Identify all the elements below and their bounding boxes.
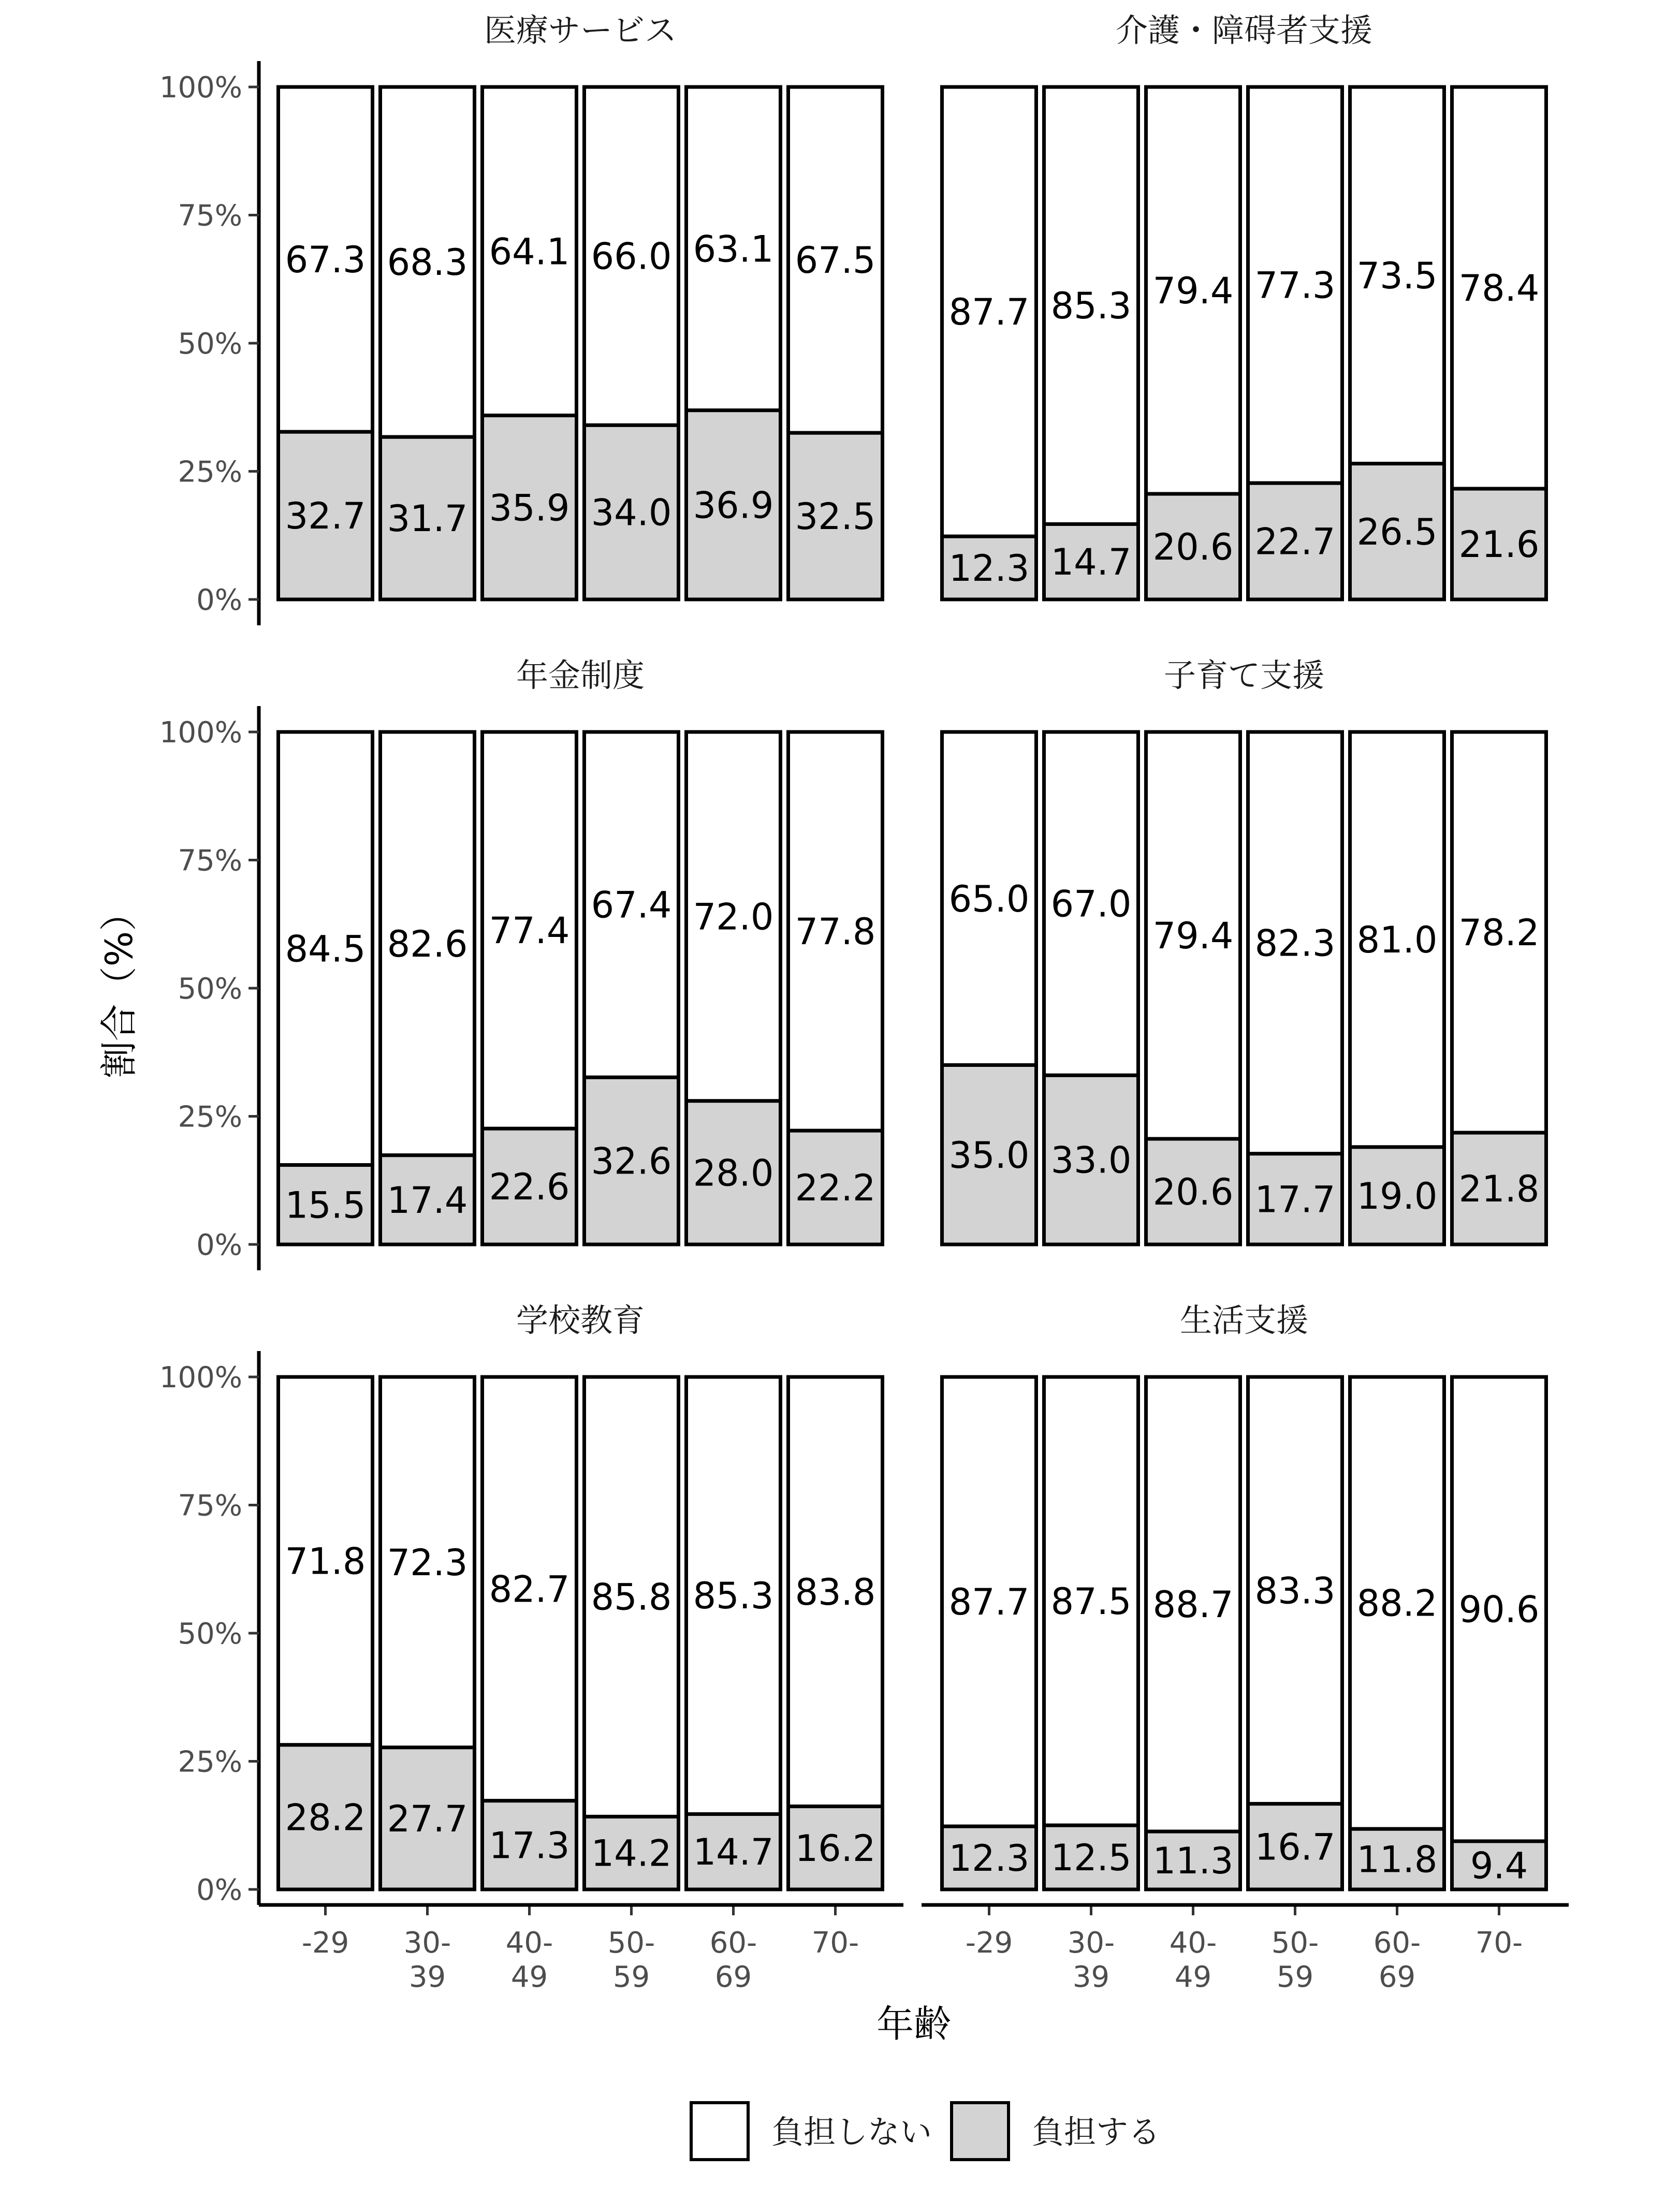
y-tick-label: 50% <box>178 327 242 361</box>
y-tick-label: 25% <box>178 455 242 489</box>
data-label: 36.9 <box>693 484 774 527</box>
x-tick-label: 39 <box>1072 1960 1110 1994</box>
data-label: 87.7 <box>948 1581 1030 1624</box>
facet-title: 年金制度 <box>516 656 645 694</box>
legend <box>691 2103 1160 2160</box>
x-tick-label: 69 <box>1378 1960 1416 1994</box>
data-label: 17.3 <box>489 1824 570 1867</box>
data-label: 84.5 <box>285 928 366 971</box>
data-label: 72.0 <box>693 896 774 938</box>
data-label: 67.5 <box>795 239 876 282</box>
data-label: 88.2 <box>1356 1582 1438 1625</box>
data-label: 78.2 <box>1458 912 1540 955</box>
x-tick-label: 60- <box>1373 1926 1421 1960</box>
y-tick-label: 25% <box>178 1100 242 1134</box>
x-tick-label: 49 <box>510 1960 548 1994</box>
data-label: 19.0 <box>1356 1175 1438 1218</box>
y-tick-label: 75% <box>178 844 242 878</box>
data-label: 14.2 <box>591 1832 672 1875</box>
x-tick-label: 30- <box>403 1926 451 1960</box>
x-tick-label: -29 <box>965 1926 1013 1960</box>
data-label: 33.0 <box>1050 1139 1132 1182</box>
x-tick-label: 70- <box>811 1926 859 1960</box>
data-label: 15.5 <box>285 1184 366 1227</box>
y-tick-label: 100% <box>159 716 242 750</box>
facet-panel <box>942 11 1546 599</box>
data-label: 77.4 <box>489 910 570 952</box>
data-label: 16.2 <box>795 1827 876 1870</box>
data-label: 77.3 <box>1254 264 1336 307</box>
data-label: 32.6 <box>591 1140 672 1183</box>
y-tick-label: 100% <box>159 1361 242 1395</box>
y-tick-label: 0% <box>196 1873 242 1907</box>
data-label: 67.3 <box>285 239 366 282</box>
y-tick-label: 50% <box>178 1617 242 1651</box>
data-label: 81.0 <box>1356 918 1438 961</box>
data-label: 21.8 <box>1458 1168 1540 1211</box>
data-label: 87.5 <box>1050 1580 1132 1623</box>
data-label: 20.6 <box>1152 526 1234 569</box>
facet-title: 学校教育 <box>516 1301 645 1339</box>
data-label: 88.7 <box>1152 1583 1234 1626</box>
data-label: 28.2 <box>285 1796 366 1839</box>
facet-title: 子育て支援 <box>1163 656 1325 694</box>
data-label: 71.8 <box>285 1540 366 1583</box>
data-label: 28.0 <box>693 1152 774 1195</box>
data-label: 17.7 <box>1254 1178 1336 1221</box>
facet-panel <box>922 1301 1569 1994</box>
x-tick-label: 59 <box>612 1960 650 1994</box>
facet-panel <box>159 656 883 1270</box>
data-label: 20.6 <box>1152 1171 1234 1214</box>
x-tick-label: 40- <box>505 1926 553 1960</box>
data-label: 14.7 <box>1050 541 1132 584</box>
data-label: 11.3 <box>1152 1840 1234 1883</box>
data-label: 64.1 <box>489 230 570 273</box>
data-label: 16.7 <box>1254 1826 1336 1869</box>
y-tick-label: 100% <box>159 71 242 105</box>
data-label: 63.1 <box>693 228 774 271</box>
data-label: 34.0 <box>591 491 672 534</box>
data-label: 82.6 <box>387 922 468 965</box>
y-tick-label: 75% <box>178 1489 242 1523</box>
data-label: 14.7 <box>693 1831 774 1874</box>
data-label: 78.4 <box>1458 267 1540 310</box>
data-label: 26.5 <box>1356 510 1438 553</box>
y-tick-label: 0% <box>196 1228 242 1262</box>
facet-title: 医療サービス <box>484 11 677 49</box>
data-label: 73.5 <box>1356 254 1438 297</box>
data-label: 82.3 <box>1254 922 1336 965</box>
data-label: 83.3 <box>1254 1570 1336 1612</box>
data-label: 72.3 <box>387 1541 468 1584</box>
data-label: 79.4 <box>1152 270 1234 313</box>
data-label: 11.8 <box>1356 1838 1438 1881</box>
y-tick-label: 0% <box>196 583 242 617</box>
x-tick-label: 50- <box>1271 1926 1319 1960</box>
y-tick-label: 25% <box>178 1745 242 1779</box>
x-tick-label: 59 <box>1276 1960 1314 1994</box>
data-label: 65.0 <box>948 877 1030 920</box>
facet-title: 生活支援 <box>1179 1301 1309 1339</box>
data-label: 17.4 <box>387 1179 468 1222</box>
legend-swatch <box>691 2103 748 2160</box>
x-tick-label: 69 <box>714 1960 752 1994</box>
data-label: 83.8 <box>795 1571 876 1614</box>
data-label: 85.8 <box>591 1576 672 1619</box>
data-label: 85.3 <box>1050 285 1132 328</box>
data-label: 66.0 <box>591 235 672 278</box>
facet-title: 介護・障碍者支援 <box>1115 11 1373 49</box>
data-label: 12.3 <box>948 1837 1030 1880</box>
legend-label: 負担しない <box>771 2113 932 2151</box>
data-label: 9.4 <box>1470 1844 1528 1887</box>
y-tick-label: 75% <box>178 199 242 233</box>
data-label: 77.8 <box>795 911 876 954</box>
data-label: 35.9 <box>489 487 570 530</box>
y-tick-label: 50% <box>178 972 242 1006</box>
data-label: 32.7 <box>285 495 366 538</box>
facet-panel <box>942 656 1546 1244</box>
data-label: 87.7 <box>948 291 1030 334</box>
data-label: 32.5 <box>795 495 876 538</box>
data-label: 67.0 <box>1050 883 1132 926</box>
x-tick-label: 50- <box>607 1926 655 1960</box>
data-label: 27.7 <box>387 1797 468 1840</box>
data-label: 67.4 <box>591 884 672 927</box>
x-tick-label: 40- <box>1169 1926 1217 1960</box>
data-label: 22.6 <box>489 1166 570 1209</box>
data-label: 79.4 <box>1152 915 1234 958</box>
data-label: 12.3 <box>948 547 1030 590</box>
data-label: 22.2 <box>795 1167 876 1210</box>
x-tick-label: 39 <box>408 1960 446 1994</box>
x-tick-label: -29 <box>301 1926 349 1960</box>
x-tick-label: 60- <box>709 1926 757 1960</box>
x-tick-label: 30- <box>1067 1926 1115 1960</box>
y-axis-title: 割合（%） <box>97 893 141 1079</box>
panels <box>159 11 1569 1994</box>
data-label: 90.6 <box>1458 1588 1540 1631</box>
x-axis-title: 年齢 <box>876 2002 952 2046</box>
data-label: 22.7 <box>1254 520 1336 563</box>
data-label: 82.7 <box>489 1568 570 1611</box>
x-tick-label: 70- <box>1475 1926 1523 1960</box>
data-label: 31.7 <box>387 497 468 540</box>
facet-panel <box>159 1301 903 1994</box>
data-label: 68.3 <box>387 241 468 284</box>
legend-swatch <box>952 2103 1009 2160</box>
facet-panel <box>159 11 883 625</box>
legend-label: 負担する <box>1032 2113 1161 2151</box>
data-label: 35.0 <box>948 1134 1030 1177</box>
data-label: 21.6 <box>1458 523 1540 566</box>
x-tick-label: 49 <box>1174 1960 1212 1994</box>
data-label: 85.3 <box>693 1575 774 1618</box>
data-label: 12.5 <box>1050 1837 1132 1880</box>
